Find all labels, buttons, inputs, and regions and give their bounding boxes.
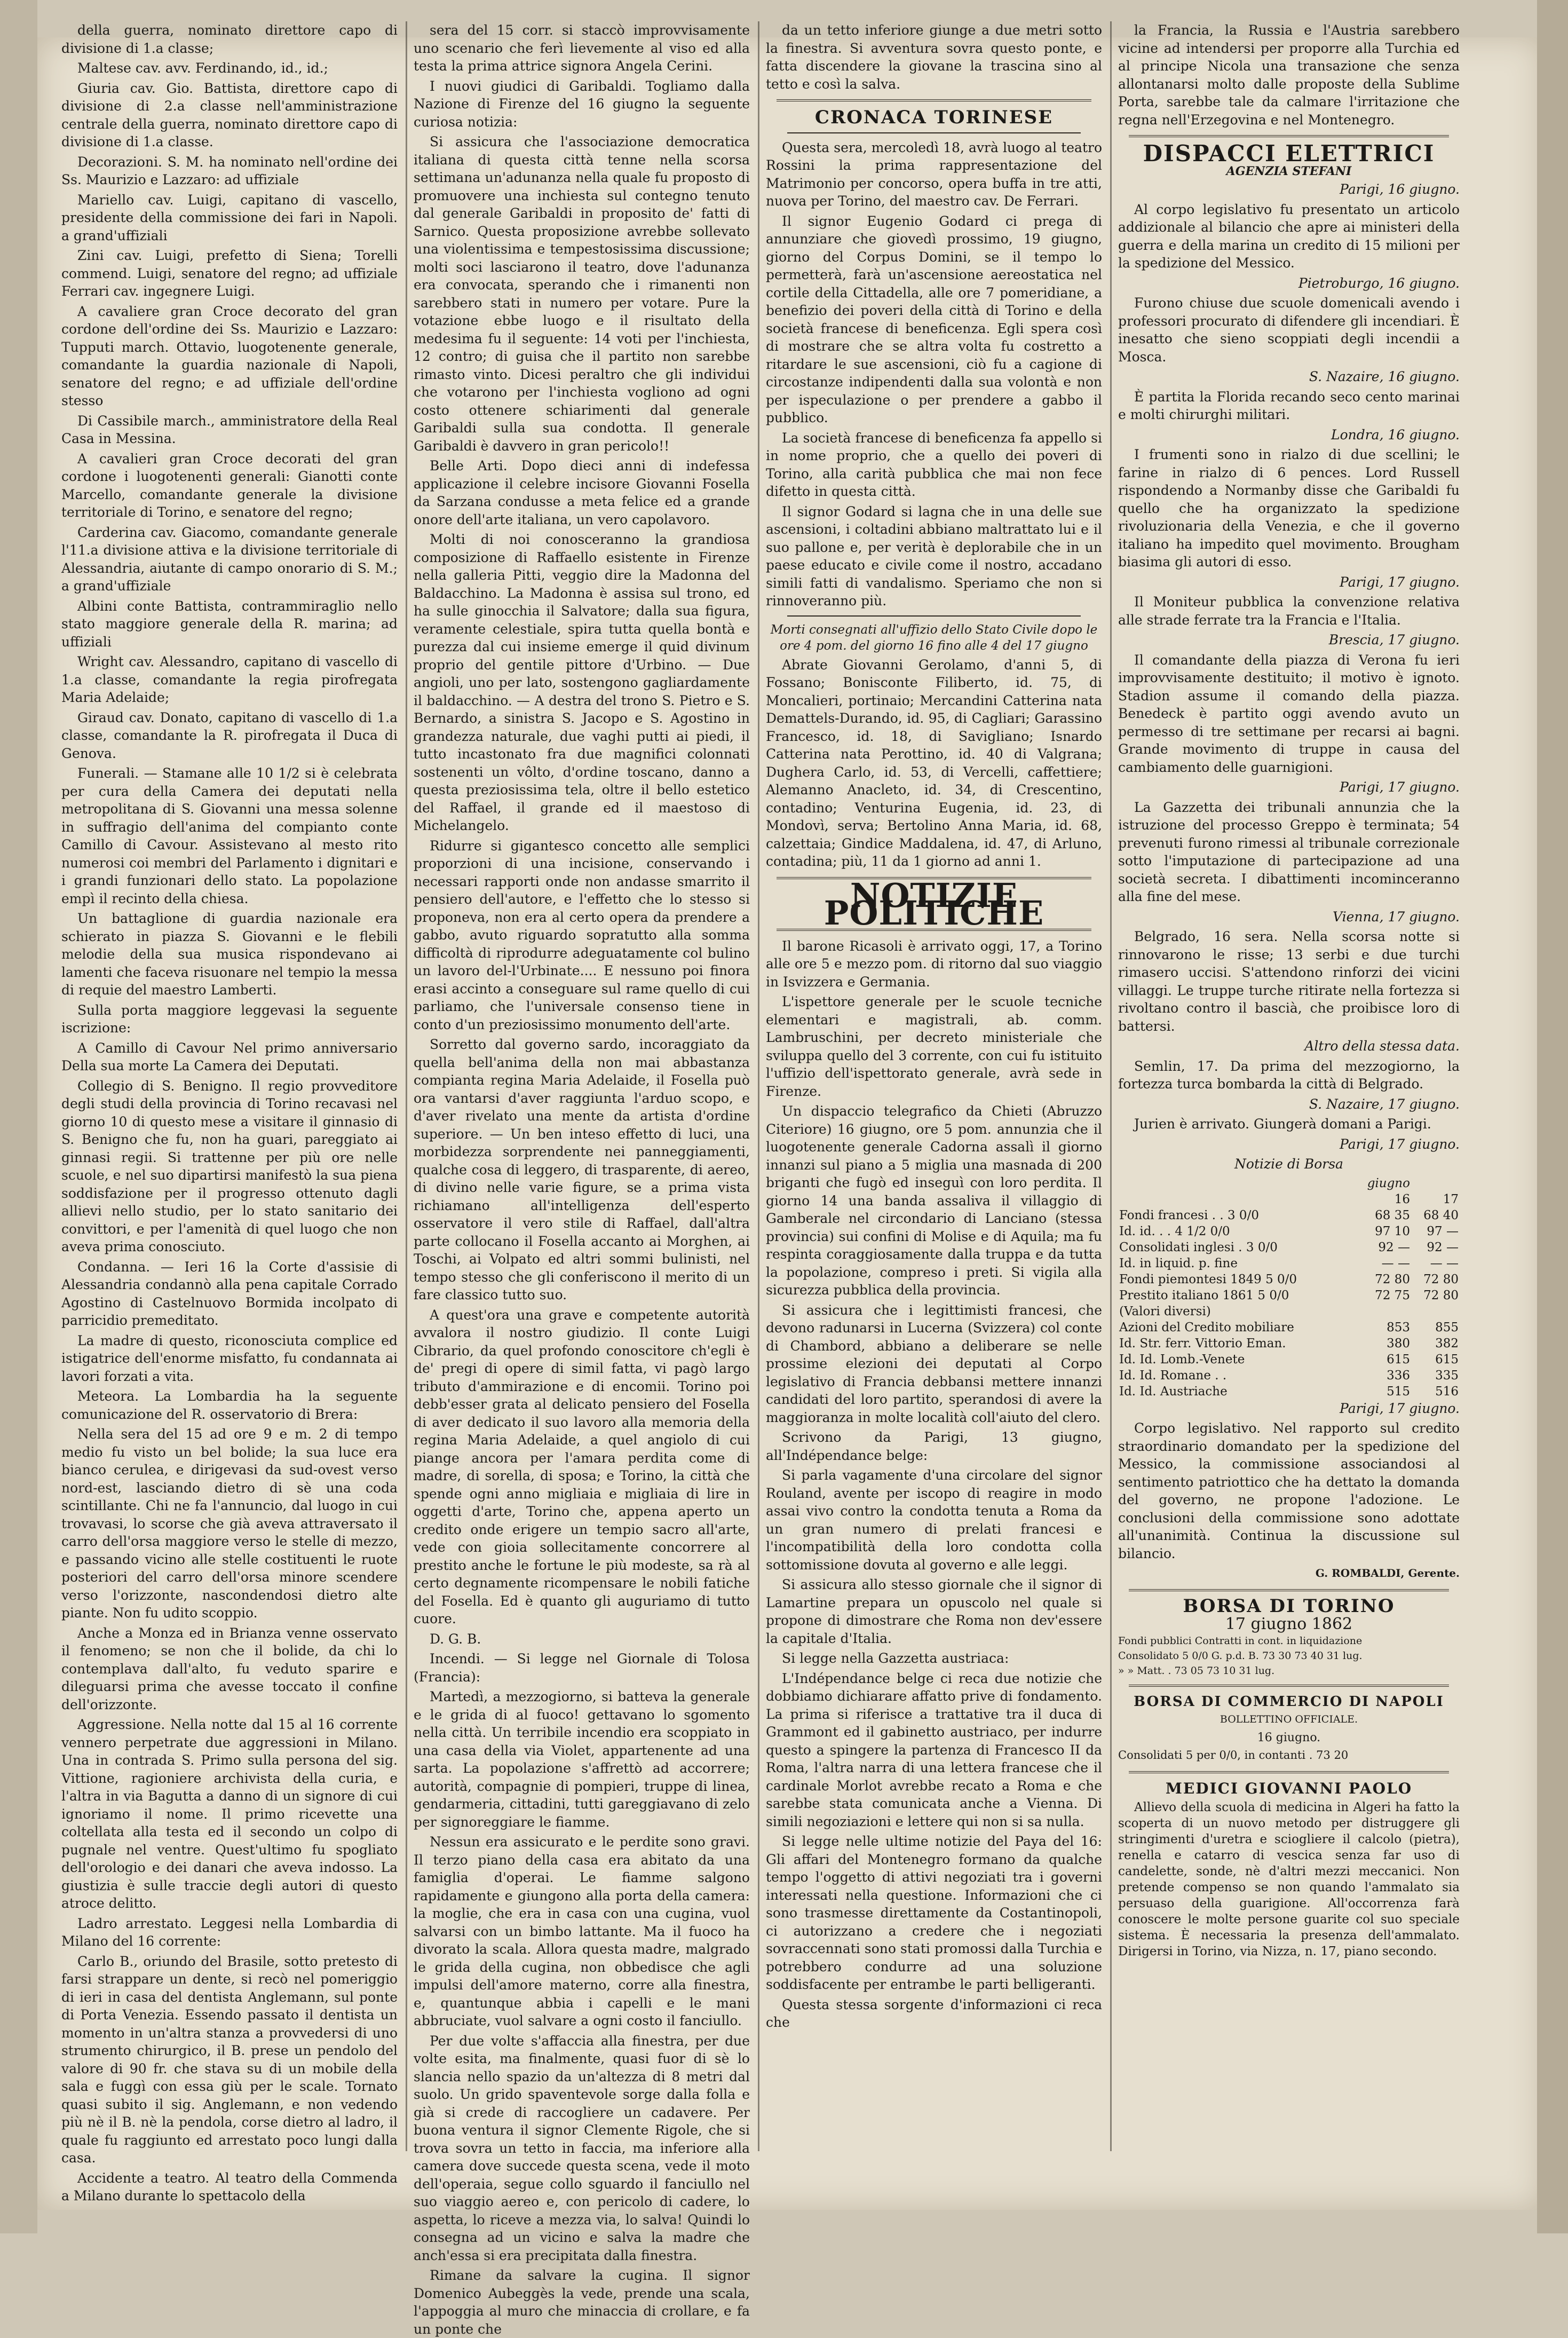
article-paragraph: Ladro arrestato. Leggesi nella Lombardia di Milano del 16 corrente: — [61, 1915, 398, 1949]
article-paragraph: Carderina cav. Giacomo, comandante generale l'11.a divisione attiva e la divisione territoriale di Alessandria, aiutante di campo onorario di S. M.; a grand'uffiziale — [61, 524, 398, 594]
dispatch-dateline: S. Nazaire, 16 giugno. — [1309, 369, 1460, 384]
section-rule — [1129, 1771, 1449, 1773]
article-paragraph: A cavalieri gran Croce decorati del gran cordone i luogotenenti generali: Gianotti conte Marcello, comandante generale la divisione territoriale di Torino, e senatore del regno; — [61, 451, 398, 520]
borsa-value: 68 40 — [1423, 1208, 1459, 1222]
borsa-row — [1118, 1271, 1460, 1288]
borsa-value — [1352, 1304, 1411, 1320]
article-paragraph: Carlo B., oriundo del Brasile, sotto pretesto di farsi strappare un dente, si recò nel pomeriggio di ieri in casa del dentista Anglemann, sul ponte di Porta Venezia. Essendo passato il dentista un momento in un'altra stanza a provvedersi di uno strumento chirurgico, il B. prese un pendolo del valore di 90 fr. che stava su di un mobile della sala e fuggì con essa giù per le scale. Tornato quasi subito il sig. Anglemann, e non vedendo più nè il B. nè la pendola, corse dietro al ladro, il quale fu raggiunto ed arrestato poco lungi dalla casa. — [61, 1953, 398, 2166]
borsa-row — [1118, 1352, 1460, 1368]
borsa-value: 855 — [1435, 1320, 1459, 1334]
dispatch-dateline: Parigi, 16 giugno. — [1340, 181, 1460, 197]
article-paragraph: Meteora. La Lombardia ha la seguente comunicazione del R. osservatorio di Brera: — [61, 1388, 398, 1422]
article-paragraph: Si assicura che i legittimisti francesi, che devono radunarsi in Lucerna (Svizzera) col conte di Chambord, abbiano a deliberare se nelle prossime elezioni dei deputati al Corpo legislativo di Francia debbansi mettere innanzi candidati del loro partito, sperandosi di avere la maggioranza in molte località coll'aiuto del clero. — [766, 1302, 1102, 1425]
borsa-value: 516 — [1435, 1384, 1459, 1399]
dispatch-text: Il comandante della piazza di Verona fu ieri improvvisamente destituito; il motivo è ignoto. Stadion assume il comando della piazza. Benedeck è partito oggi avendo avuto un permesso di tre settimane per recarsi ai bagni. Grande movimento di truppe in causa del cambiamento delle guarnigioni. — [1118, 652, 1460, 775]
borsa-torino-heading: BORSA DI TORINO — [1183, 1595, 1395, 1617]
borsa-value: — — — [1430, 1256, 1459, 1270]
article-paragraph: Si legge nella Gazzetta austriaca: — [782, 1650, 1009, 1666]
article-paragraph: L'ispettore generale per le scuole tecniche elementari e magistrali, ab. comm. Lambruschini, per decreto ministeriale che sviluppa quello del 3 corrente, con cui fu istituito l'uffizio dell'ispettorato generale, avrà sede in Firenze. — [766, 994, 1102, 1099]
page-edge-left — [0, 0, 37, 2233]
article-paragraph: Questa stessa sorgente d'informazioni ci reca che — [766, 1996, 1102, 2030]
column-rule — [1110, 21, 1112, 2151]
dispatch-dateline: Parigi, 17 giugno. — [1340, 574, 1460, 590]
column-2 — [414, 21, 750, 2337]
article-paragraph: Rimane da salvare la cugina. Il signor Domenico Aubeggès la vede, prende una scala, l'appoggia al muro che minaccia di crollare, e fa un ponte che — [414, 2268, 750, 2337]
article-paragraph: A quest'ora una grave e competente autorità avvalora il nostro giudizio. Il conte Luigi Cibrario, da quel profondo conoscitore ch'egli è de' pregi di opere di simil fatta, vi pagò largo tributo d'ammirazione e di encomii. Torino poi debb'esser grata al delicato pensiero del Fosella di aver dedicato il suo lavoro alla memoria della regina Maria Adelaide, a quel angiolo di cui piange ancora per l'amara perdita come di madre, di sorella, di sposa; e Torino, la città che spende ogni anno migliaia e migliaia di lire in oggetti d'arte, Torino che, appena aperto un credito onde erigere un tempio sacro all'arte, vede con gioia sollecitamente concorrere al prestito anche le fortune le più modeste, sa rà al certo degnamente ricompensare le nobili fatiche del Fosella. Ed è quanto gli auguriamo di tutto cuore. — [414, 1307, 750, 1626]
section-rule — [1129, 1685, 1449, 1687]
article-paragraph: Si parla vagamente d'una circolare del signor Rouland, avente per iscopo di reagire in modo assai vivo contro la condotta tenuta a Roma da un gran numero di prelati francesi e l'incompatibilità della loro condotta colla sottomissione dovuta al governo e alle leggi. — [766, 1467, 1102, 1573]
article-paragraph: della guerra, nominato direttore capo di divisione di 1.a classe; — [61, 22, 398, 56]
article-paragraph: Zini cav. Luigi, prefetto di Siena; Torelli commend. Luigi, senatore del regno; ad uffiziale Ferrari cav. ingegnere Luigi. — [61, 248, 398, 299]
borsa-value: 72 75 — [1375, 1288, 1410, 1302]
dispatch-dateline: Altro della stessa data. — [1304, 1038, 1460, 1054]
article-paragraph: Il signor Godard si lagna che in una delle sue ascensioni, i coltadini abbiano maltrattato lui e il suo pallone e, per verità è deplorabile che in un paese educato e civile come il nostro, accadano simili fatti di vandalismo. Speriamo che non si rinnoveranno più. — [766, 503, 1102, 609]
article-paragraph: Anche a Monza ed in Brianza venne osservato il fenomeno; se non che il bolide, da chi lo contemplava dall'alto, fu veduto sparire e dileguarsi prima che avesse toccato il confine dell'orizzonte. — [61, 1625, 398, 1712]
borsa-value: 92 — — [1378, 1240, 1410, 1254]
article-paragraph: Scrivono da Parigi, 13 giugno, all'Indépendance belge: — [766, 1429, 1102, 1463]
borsa-value: 97 — — [1427, 1224, 1459, 1238]
article-paragraph: Si assicura allo stesso giornale che il signor di Lamartine prepara un opuscolo nel quale si propone di dimostrare che Roma non dev'essere la capitale d'Italia. — [766, 1577, 1102, 1646]
dispatch-text: Furono chiuse due scuole domenicali avendo i professori procurato di difendere gli incendiari. È inesatto che sieno scoppiati degli incendii a Mosca. — [1118, 295, 1460, 365]
borsa-torino-row: » » Matt. . 73 05 73 10 31 lug. — [1118, 1664, 1275, 1677]
article-paragraph: Giraud cav. Donato, capitano di vascello di 1.a classe, comandante la R. pirofregata il Duca di Genova. — [61, 709, 398, 761]
borsa-label: Consolidati inglesi . 3 0/0 — [1119, 1240, 1278, 1254]
article-paragraph: Si assicura che l'associazione democratica italiana di questa città tenne nella scorsa settimana un'adunanza nella quale fu proposto di promuovere una inchiesta sul contegno tenuto dal generale Garibaldi in proposito de' fatti di Sarnico. Questa proposizione avrebbe sollevato una violentissima e tempestosissima discussione; molti soci lasciarono il teatro, dove l'adunanza era convocata, sperando che i rimanenti non sarebbero stati in numero per votare. Pure la votazione ebbe luogo e il risultato della medesima fu il seguente: 14 voti per l'inchiesta, 12 contro; di guisa che il partito non sarebbe rimasto vinto. Dicesi peraltro che gli individui che votarono per l'inchiesta vogliono ad ogni costo ottenere schiarimenti dal generale Garibaldi sulla sua condotta. Il generale Garibaldi è davvero in gran pericolo!! — [414, 134, 750, 454]
borsa-row — [1118, 1384, 1460, 1400]
section-rule — [787, 132, 1081, 133]
borsa-value: 615 — [1387, 1352, 1410, 1367]
article-paragraph: Funerali. — Stamane alle 10 1/2 si è celebrata per cura della Camera dei deputati nella metropolitana di S. Giovanni una messa solenne in suffragio dell'anima del compianto conte Camillo di Cavour. Assistevano al mesto rito numerosi coi membri del Parlamento i dignitari e i grandi funzionari dello stato. La popolazione empì il recinto della chiesa. — [61, 765, 398, 906]
article-paragraph: I nuovi giudici di Garibaldi. Togliamo dalla Nazione di Firenze del 16 giugno la seguente curiosa notizia: — [414, 78, 750, 130]
borsa-row — [1118, 1207, 1460, 1223]
borsa-torino-row: Consolidato 5 0/0 G. p.d. B. 73 30 73 40 31 lug. — [1118, 1649, 1363, 1662]
borsa-value: 72 80 — [1423, 1288, 1459, 1302]
borsa-label: Id. Id. Austriache — [1119, 1384, 1228, 1399]
borsa-label: Id. id. . . 4 1/2 0/0 — [1119, 1224, 1230, 1238]
article-paragraph: Sulla porta maggiore leggevasi la seguente iscrizione: — [61, 1002, 398, 1036]
borsa-col-16: 16 — [1394, 1192, 1410, 1206]
article-paragraph: Maltese cav. avv. Ferdinando, id., id.; — [77, 60, 328, 76]
dispatch-dateline: Parigi, 17 giugno. — [1340, 779, 1460, 795]
cronaca-torinese-heading: CRONACA TORINESE — [814, 107, 1054, 128]
column-3 — [766, 21, 1102, 2151]
dispatch-text: È partita la Florida recando seco cento marinai e molti chirurghi militari. — [1118, 389, 1460, 422]
gerente-signature: G. ROMBALDI, Gerente. — [1315, 1567, 1460, 1579]
article-paragraph: Per due volte s'affaccia alla finestra, per due volte esita, ma finalmente, quasi fuor di sè lo slancia nello spazio da un'altezza di 8 metri dal suolo. Un grido spaventevole sorge dalla folla e già si crede di raccogliere un cadavere. Per buona ventura il signor Clemente Rigole, che si trova sovra un tetto in faccia, ma inferiore alla camera dove succede questa scena, vede il moto dell'operaia, segue collo sguardo il fanciullo nel suo viaggio aereo e, con pericolo di cadere, lo aspetta, lo riceve a mezza via, lo salva! Quindi lo consegna ad un vicino e salva la madre che anch'essa si era precipitata dalla finestra. — [414, 2033, 750, 2263]
article-paragraph: Un dispaccio telegrafico da Chieti (Abruzzo Citeriore) 16 giugno, ore 5 pom. annunzia che il luogotenente generale Cadorna assalì il giorno innanzi sul piano a 5 miglia una masnada di 200 briganti che fugò ed inseguì con loro perdita. Il giorno 14 una banda assaliva il villaggio di Gamberale nel circondario di Lanciano (stessa provincia) sui confini di Molise e di Aquila; ma fu respinta coraggiosamente dalla truppa e da tutta la popolazione, compreso i preti. Si vigila alla sicurezza pubblica della provincia. — [766, 1103, 1102, 1298]
dispatch-text: Belgrado, 16 sera. Nella scorsa notte si rinnovarono le risse; 13 serbi e due turchi rimasero uccisi. S'attendono rinforzi dei vicini villaggi. Le truppe turche ritirate nella fortezza si rivoltano contro il bascià, che proibisce loro di battersi. — [1118, 929, 1460, 1034]
article-paragraph: Un battaglione di guardia nazionale era schierato in piazza S. Giovanni e le flebili melodie della sua musica rispondevano ai lamenti che faceva risuonare nel tempio la messa di requie del maestro Lamberti. — [61, 911, 398, 998]
borsa-label: Id. Id. Romane . . — [1119, 1368, 1227, 1383]
borsa-label: Id. Str. ferr. Vittorio Eman. — [1119, 1336, 1286, 1350]
borsa-value: 335 — [1435, 1368, 1459, 1383]
morti-list: Abrate Giovanni Gerolamo, d'anni 5, di Fossano; Bonisconte Filiberto, id. 75, di Moncalieri, portinaio; Mercandini Catterina nata Demattels-Durando, id. 95, di Cagliari; Garassino Francesco, id. 18, di Savigliano; Isnardo Catterina nata Perottino, id. 40 di Valgrana; Dughera Carlo, id. 53, di Vercelli, caffettiere; Alemanno Anacleto, id. 34, di Crescentino, contadino; Venturina Eugenia, id. 23, di Mondovì, serva; Bertolino Anna Maria, id. 68, calzettaia; Gindice Maddalena, id. 47, di Arluno, contadina; più, 11 da 1 giorno ad anni 1. — [766, 657, 1102, 869]
borsa-table — [1118, 1175, 1460, 1400]
dispatch-dateline: S. Nazaire, 17 giugno. — [1309, 1096, 1460, 1112]
borsa-value: — — — [1381, 1256, 1410, 1270]
borsa-label: Fondi piemontesi 1849 5 0/0 — [1119, 1272, 1297, 1286]
article-paragraph: La madre di questo, riconosciuta complice ed istigatrice dell'enorme misfatto, fu condannata ai lavori forzati a vita. — [61, 1332, 398, 1384]
article-paragraph: Decorazioni. S. M. ha nominato nell'ordine dei Ss. Maurizio e Lazzaro: ad uffiziale — [61, 154, 398, 187]
borsa-value: 72 80 — [1423, 1272, 1459, 1286]
borsa-row — [1118, 1320, 1460, 1336]
article-paragraph: Accidente a teatro. Al teatro della Commenda a Milano durante lo spettacolo della — [61, 2170, 398, 2203]
borsa-row — [1118, 1239, 1460, 1255]
agenzia-stefani: AGENZIA STEFANI — [1226, 164, 1352, 178]
article-paragraph: Ridurre si gigantesco concetto alle semplici proporzioni di una incisione, conservando i necessari rapporti onde non andasse smarrito il pensiero dell'autore, e l'effetto che lo stesso si proponeva, non era al certo opera da prendere a gabbo, avuto riguardo sopratutto alla somma difficoltà di riprodurre adeguatamente col bulino un lavoro del-l'Urbinate.... E nessuno poi finora erasi accinto a conseguare sul rame quello di cui parliamo, che l'universale consenso tiene in conto d'un preziosissimo monumento dell'arte. — [414, 838, 750, 1032]
article-paragraph: Collegio di S. Benigno. Il regio provveditore degli studi della provincia di Torino recavasi nel giorno 10 di questo mese a visitare il ginnasio di S. Benigno che fu, non ha guari, pareggiato ai ginnasi regii. Si trattenne per più ore nelle scuole, e nel suo dipartirsi manifestò la sua piena soddisfazione per il progresso ottenuto dagli allievi nello studio, per lo stato sanitario dei convittori, e per l'amenità di quel luogo che non aveva prima conosciuto. — [61, 1078, 398, 1254]
article-paragraph: L'Indépendance belge ci reca due notizie che dobbiamo dichiarare affatto prive di fondamento. La prima si riferisce a trattative tra il duca di Grammont ed il gabinetto austriaco, per indurre questo a spingere la partenza di Francesco II da Roma, l'altra narra di una lettera francese che il cardinale Morlot avrebbe recato a Roma e che sarebbe stata comunicata anche a Vienna. Di simili negoziazioni e lettere qui non si sa nulla. — [766, 1670, 1102, 1829]
borsa-napoli-row: Consolidati 5 per 0/0, in contanti . 73 20 — [1118, 1749, 1349, 1762]
borsa-value — [1411, 1304, 1460, 1320]
borsa-row — [1118, 1336, 1460, 1352]
corpo-place: Parigi, 17 giugno. — [1340, 1400, 1460, 1416]
dispatch-text: La Gazzetta dei tribunali annunzia che la istruzione del processo Greppo è terminata; 54 prevenuti furono rimessi al tribunale correzionale sotto l'imputazione di partecipazione ad una società secreta. I dibattimenti incominceranno alla fine del mese. — [1118, 799, 1460, 904]
article-paragraph: Molti di noi conosceranno la grandiosa composizione di Raffaello esistente in Firenze nella galleria Pitti, veggio dire la Madonna del Baldacchino. La Madonna è assisa sul trono, ed ha sulle ginocchia il Salvatore; dalla sua figura, veramente celestiale, spira tutta quella bontà e purezza dal cui insieme emerge il quid divinum proprio del gentile pittore d'Urbino. — Due angioli, uno per lato, sostengono gagliardamente il baldacchino. — A destra del trono S. Pietro e S. Bernardo, a sinistra S. Jacopo e S. Agostino in grandezza naturale, due vaghi putti ai piedi, il tutto incastonato fra due magnifici colonnati sostenenti un vôlto, d'ordine toscano, danno a questa preziosissima tela, oltre il bello estetico del Raffael, il grande ed il maestoso di Michelangelo. — [414, 532, 750, 833]
borsa-value: 97 10 — [1375, 1224, 1410, 1238]
borsa-row — [1118, 1223, 1460, 1239]
article-paragraph: Il barone Ricasoli è arrivato oggi, 17, a Torino alle ore 5 e mezzo pom. di ritorno dal suo viaggio in Isvizzera e Germania. — [766, 938, 1102, 990]
dispatch-dateline: Pietroburgo, 16 giugno. — [1298, 275, 1460, 291]
article-paragraph: sera del 15 corr. si staccò improvvisamente uno scenario che ferì lievemente al viso ed alla testa la prima attrice signora Angela Cerini. — [414, 22, 750, 74]
borsa-place: Parigi, 17 giugno. — [1340, 1136, 1460, 1152]
borsa-heading: Notizie di Borsa — [1234, 1156, 1343, 1172]
corpo-legislativo-text: Corpo legislativo. Nel rapporto sul credito straordinario domandato per la spedizione del Messico, la commissione associandosi al sentimento patriottico che ha dettato la domanda del governo, ne propone l'adozione. Le conclusioni della commissione sono adottate all'unanimità. Continua la discussione sul bilancio. — [1118, 1420, 1460, 1561]
borsa-label: Fondi francesi . . 3 0/0 — [1119, 1208, 1259, 1222]
article-paragraph: Questa sera, mercoledì 18, avrà luogo al teatro Rossini la prima rappresentazione del Matrimonio per concorso, opera buffa in tre atti, nuova per Torino, del maestro cav. De Ferrari. — [766, 139, 1102, 209]
column-4 — [1118, 21, 1460, 2151]
column-1 — [61, 21, 398, 2203]
article-paragraph: A cavaliere gran Croce decorato del gran cordone dell'ordine dei Ss. Maurizio e Lazzaro: Tupputi march. Ottavio, luogotenente generale, comandante la guardia nazionale di Napoli, senatore del regno; e ad uffiziale dell'ordine stesso — [61, 303, 398, 408]
article-paragraph: la Francia, la Russia e l'Austria sarebbero vicine ad intendersi per proporre alla Turchia ed al principe Nicola una transazione che senza allontanarsi molto dalle proposte della Sublime Porta, sarebbe tale da calmare l'irritazione che regna nell'Erzegovina e nel Montenegro. — [1118, 22, 1460, 128]
dispatch-text: Al corpo legislativo fu presentato un articolo addizionale al bilancio che apre ai ministeri della guerra e della marina un credito di 15 milioni per la spedizione del Messico. — [1118, 201, 1460, 271]
borsa-label: Id. Id. Lomb.-Venete — [1119, 1352, 1245, 1367]
borsa-col-17: 17 — [1443, 1192, 1459, 1206]
article-paragraph: Aggressione. Nella notte dal 15 al 16 corrente vennero perpetrate due aggressioni in Milano. Una in contrada S. Primo sulla persona del sig. Vittione, ragioniere archivista della curia, e l'altra in via Bagutta a danno di un signore di cui ignoriamo il nome. Il primo ricevette una coltellata alla testa ed il secondo un colpo di pugnale nel ventre. Quest'ultimo fu spogliato dell'orologio e dei danari che aveva indosso. La giustizia è sulle traccie degli autori di questo atroce delitto. — [61, 1717, 398, 1911]
article-paragraph: Nella sera del 15 ad ore 9 e m. 2 di tempo medio fu visto un bel bolide; la sua luce era bianco cerulea, e dirigevasi da sud-ovest verso nord-est, lasciando dietro di sè una coda scintillante. Chi ne fa l'annuncio, dal luogo in cui trovavasi, lo scorse che già aveva attraversato il carro dell'orsa maggiore verso le stelle di mezzo, e passando vicino alle stelle costituenti le ruote posteriori del carro dell'orsa minore scendere verso l'orizzonte, nascondendosi dietro alte piante. Non fu udito scoppio. — [61, 1426, 398, 1621]
borsa-value: 336 — [1387, 1368, 1410, 1383]
article-paragraph: D. G. B. — [430, 1631, 481, 1647]
article-paragraph: Nessun era assicurato e le perdite sono gravi. Il terzo piano della casa era abitato da una famiglia d'operai. Le fiamme salgono rapidamente e giungono alla porta della camera: la moglie, che era in casa con una cugina, vuol salvarsi con un bimbo lattante. Ma il fuoco ha divorato la scala. Allora questa madre, malgrado le grida della cugina, non obbedisce che agli impulsi dell'amore materno, corre alla finestra, e, quantunque abbia i capelli e le mani abbruciate, vuol salvare a ogni costo il fanciullo. — [414, 1834, 750, 2028]
article-paragraph: Mariello cav. Luigi, capitano di vascello, presidente della commissione dei fari in Napoli. a grand'uffiziali — [61, 192, 398, 243]
borsa-value: 615 — [1435, 1352, 1459, 1367]
borsa-label: Prestito italiano 1861 5 0/0 — [1119, 1288, 1289, 1302]
article-paragraph: Sorretto dal governo sardo, incoraggiato da quella bell'anima della non mai abbastanza compianta regina Maria Adelaide, il Fosella può ora vantarsi d'aver raggiunta l'arduo scopo, e d'aver rivelato una mente da artista d'ordine superiore. — Un ben inteso effetto di luci, una morbidezza sorprendente nei panneggiamenti, qualche cosa di leggero, di trasparente, di aereo, di divino nelle varie figure, se a prima vista richiamano all'intelligenza dell'esperto osservatore il vero stile di Raffael, dall'altra parte collocano il Fosella accanto ai Morghen, ai Toschi, ai Volpato ed altri sommi bulinisti, nel tempo stesso che gli conferiscono il merito di un fare classico tutto suo. — [414, 1037, 750, 1302]
section-rule — [1129, 1589, 1449, 1591]
dispatch-dateline: Londra, 16 giugno. — [1331, 426, 1460, 443]
article-paragraph: Si legge nelle ultime notizie del Paya del 16: Gli affari del Montenegro formano da qualche tempo l'oggetto di attivi negoziati tra i governi interessati nella questione. Informazioni che ci sono trasmesse direttamente da Costantinopoli, ci autorizzano a credere che i negoziati sovraccennati sono stati promossi dalla Turchia e potrebbero condurre ad una soluzione soddisfacente per entrambe le parti belligeranti. — [766, 1834, 1102, 1992]
dispatch-text: Jurien è arrivato. Giungerà domani a Parigi. — [1134, 1116, 1431, 1132]
dispatch-dateline: Brescia, 17 giugno. — [1328, 632, 1460, 647]
article-paragraph: Condanna. — Ieri 16 la Corte d'assisie di Alessandria condannò alla pena capitale Corrado Agostino di Castelnuovo Bormida incolpato di parricidio premeditato. — [61, 1259, 398, 1328]
section-rule — [1129, 135, 1449, 137]
borsa-label: Id. in liquid. p. fine — [1119, 1256, 1238, 1270]
article-paragraph: Albini conte Battista, contrammiraglio nello stato maggiore generale della R. marina; ad uffiziali — [61, 598, 398, 650]
borsa-label: (Valori diversi) — [1119, 1304, 1211, 1318]
borsa-row — [1118, 1288, 1460, 1304]
notizie-politiche-heading: NOTIZIE POLITICHE — [823, 875, 1044, 933]
borsa-value: 92 — — [1427, 1240, 1459, 1254]
article-paragraph: Giuria cav. Gio. Battista, direttore capo di divisione di 2.a classe nell'amministrazione centrale della guerra, nominato direttore capo di divisione di 1.a classe. — [61, 80, 398, 149]
borsa-col-month: giugno — [1367, 1176, 1410, 1190]
borsa-value: 68 35 — [1375, 1208, 1410, 1222]
dispatch-text: Semlin, 17. Da prima del mezzogiorno, la fortezza turca bombarda la città di Belgrado. — [1118, 1058, 1460, 1092]
borsa-napoli-date: 16 giugno. — [1257, 1731, 1321, 1744]
medici-heading: MEDICI GIOVANNI PAOLO — [1165, 1779, 1413, 1797]
article-paragraph: Incendi. — Si legge nel Giornale di Tolosa (Francia): — [414, 1651, 750, 1685]
article-paragraph: La società francese di beneficenza fa appello si in nome proprio, che a quello dei poveri di Torino, alla carità pubblica che mai non fece difetto in questa città. — [766, 430, 1102, 499]
section-rule — [787, 615, 1081, 617]
borsa-value: 382 — [1435, 1336, 1459, 1350]
borsa-value: 515 — [1387, 1384, 1410, 1399]
borsa-value: 380 — [1387, 1336, 1410, 1350]
article-paragraph: Il signor Eugenio Godard ci prega di annunziare che giovedì prossimo, 19 giugno, giorno del Corpus Domini, se il tempo lo permetterà, farà un'ascensione aereostatica nel cortile della Cittadella, alle ore 7 pomeridiane, a benefizio dei poveri della città di Torino e della società francese di beneficenza. Egli spera così di mostrare che se altra volta fu costretto a ritardare le sue ascensioni, ciò fu a cagione di circostanze indipendenti dalla sua volontà e non per ispeculazione o per prendere a gabbo il pubblico. — [766, 213, 1102, 425]
section-rule — [777, 99, 1091, 101]
article-paragraph: Martedì, a mezzogiorno, si batteva la generale e le grida di al fuoco! gettavano lo sgomento nella città. Un terribile incendio era scoppiato in una casa della via Violet, appartenente ad una sarta. La popolazione s'affrettò ad accorrere; autorità, compagnie di pompieri, truppe di linea, gendarmeria, cittadini, tutti gareggiavano di zelo per signoreggiare le fiamme. — [414, 1689, 750, 1830]
borsa-value: 853 — [1387, 1320, 1410, 1334]
dispatch-text: Il Moniteur pubblica la convenzione relativa alle strade ferrate tra la Francia e l'Italia. — [1118, 594, 1460, 628]
dispatch-dateline: Vienna, 17 giugno. — [1333, 909, 1460, 925]
borsa-torino-date: 17 giugno 1862 — [1225, 1615, 1353, 1633]
borsa-napoli-heading: BORSA DI COMMERCIO DI NAPOLI — [1134, 1693, 1444, 1710]
article-paragraph: Di Cassibile march., amministratore della Real Casa in Messina. — [61, 413, 398, 446]
medici-advert-text: Allievo della scuola di medicina in Algeri ha fatto la scoperta di un nuovo metodo per distruggere gli stringimenti d'uretra e sciogliere il calcolo (pietra), renella e catarro di vescica senza far uso di candelette, sonde, nè d'altri mezzi meccanici. Non pretende compenso se non quando l'ammalato sia persuaso della guarigione. All'occorrenza farà conoscere le molte persone guarite col suo speciale sistema. È necessaria la presenza dell'ammalato. Dirigersi in Torino, via Nizza, n. 17, piano secondo. — [1118, 1800, 1460, 1958]
borsa-napoli-sub: BOLLETTINO OFFICIALE. — [1219, 1713, 1358, 1725]
borsa-row — [1118, 1304, 1460, 1320]
article-paragraph: Wright cav. Alessandro, capitano di vascello di 1.a classe, comandante la regia pirofregata Maria Adelaide; — [61, 654, 398, 705]
page-fold — [1537, 0, 1568, 2233]
borsa-row — [1118, 1368, 1460, 1384]
article-paragraph: da un tetto inferiore giunge a due metri sotto la finestra. Si avventura sovra questo ponte, e fatta discendere la giovane la trascina sino al tetto e così la salva. — [766, 22, 1102, 92]
borsa-value: 72 80 — [1375, 1272, 1410, 1286]
column-rule — [758, 21, 759, 2151]
borsa-label: Azioni del Credito mobiliare — [1119, 1320, 1294, 1334]
dispatch-text: I frumenti sono in rialzo di due scellini; le farine in rialzo di 6 pences. Lord Russell rispondendo a Normanby disse che Garibaldi fu quello che ha organizzato la spedizione rivoluzionaria della Venezia, e che il governo italiano ha impedito quel movimento. Brougham biasima gli autori di esso. — [1118, 447, 1460, 570]
column-rule — [406, 21, 407, 2151]
dispacci-heading: DISPACCI ELETTRICI — [1143, 140, 1435, 167]
article-paragraph: Belle Arti. Dopo dieci anni di indefessa applicazione il celebre incisore Giovanni Fosella da Sarzana condusse a meta felice ed a grande onore dell'arte italiana, un vero capolavoro. — [414, 458, 750, 527]
morti-heading: Morti consegnati all'uffizio dello Stato Civile dopo le ore 4 pom. del giorno 16 fino alle 4 del 17 giugno — [770, 622, 1098, 653]
article-paragraph: A Camillo di Cavour Nel primo anniversario Della sua morte La Camera dei Deputati. — [61, 1040, 398, 1073]
borsa-torino-header: Fondi pubblici Contratti in cont. in liquidazione — [1118, 1634, 1363, 1647]
borsa-row — [1118, 1255, 1460, 1271]
